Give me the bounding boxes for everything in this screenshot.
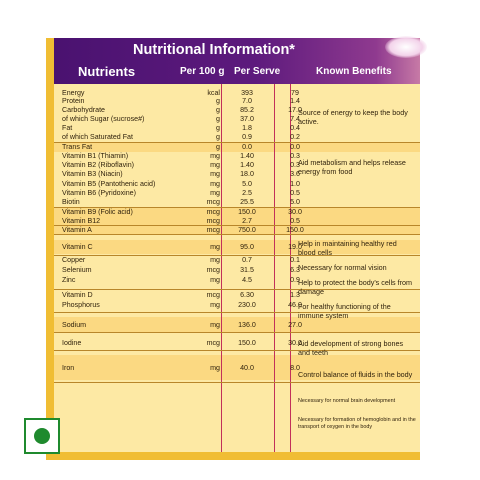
nutrient-row [54,266,300,275]
nutrient-row [54,170,300,178]
column-header-per-serve: Per Serve [234,66,281,77]
value-per-100g: 7.0 [242,97,252,105]
value-per-100g: 25.5 [240,198,254,206]
value-per-serve: 30.0 [288,208,302,216]
value-per-serve: 0.1 [290,256,300,264]
benefit-text: Aid development of strong bones and teeth [298,339,404,357]
value-per-serve: 17.0 [288,106,302,114]
value-per-serve: 1.4 [290,97,300,105]
veg-dot-icon [34,428,50,444]
nutrient-unit: mg [210,180,220,188]
nutrient-unit: mg [210,256,220,264]
value-per-serve: 27.0 [288,321,302,329]
column-header-per-100g: Per 100 g [180,66,225,77]
value-per-100g: 95.0 [240,243,254,251]
nutrient-unit: mg [210,301,220,309]
value-per-100g: 18.0 [240,170,254,178]
nutrient-unit: mcg [206,291,220,299]
value-per-serve: 3.6 [290,170,300,178]
value-per-serve: 0.3 [290,152,300,160]
nutrient-unit: mg [210,170,220,178]
nutrient-unit: mcg [206,266,220,274]
nutrient-unit: kcal [207,89,220,97]
benefit-text: Help to protect the body's cells from damage [298,278,413,296]
nutrient-name: Vitamin B9 (Folic acid) [62,208,133,216]
nutrient-unit: mg [210,152,220,160]
value-per-serve: 1.3 [290,291,300,299]
nutrient-row [54,189,300,197]
column-header-benefits: Known Benefits [316,66,392,77]
nutrient-name: Vitamin B1 (Thiamin) [62,152,129,160]
nutrient-row [54,256,300,265]
value-per-100g: 2.7 [242,217,252,225]
benefit-text: Necessary for formation of hemoglobin and in the transport of oxygen in the body [298,417,416,430]
nutrient-unit: g [216,115,220,123]
value-per-100g: 136.0 [238,321,256,329]
row-divider [54,207,420,208]
nutrient-row [54,318,302,332]
nutrient-row [54,143,300,152]
value-per-100g: 150.0 [238,339,256,347]
value-per-100g: 1.8 [242,124,252,132]
nutrient-name: Copper [62,256,86,264]
nutrient-row [54,198,300,207]
value-per-100g: 0.7 [242,256,252,264]
nutrient-name: Trans Fat [62,143,93,151]
value-per-100g: 2.5 [242,189,252,197]
nutrient-name: of which Saturated Fat [62,133,133,141]
nutrient-row [54,89,299,97]
benefit-text: Necessary for normal brain development [298,398,396,404]
nutrient-row [54,97,300,105]
nutrient-unit: mg [210,276,220,284]
nutrient-name: Selenium [62,266,92,274]
nutrient-row [54,124,300,132]
nutrient-unit: mg [210,321,220,329]
value-per-100g: 85.2 [240,106,254,114]
nutrient-name: Sodium [62,321,87,329]
nutrient-name: Vitamin B3 (Niacin) [62,170,123,178]
value-per-serve: 0.4 [290,124,300,132]
nutrient-unit: g [216,143,220,151]
nutrient-name: Energy [62,89,85,97]
benefit-text: For healthy functioning of the immune system [298,302,391,320]
nutrient-name: Iron [62,364,75,372]
value-per-serve: 0.9 [290,276,300,284]
value-per-serve: 0.0 [290,143,300,151]
value-per-serve: 0.5 [290,189,300,197]
nutrient-row [54,106,302,114]
value-per-100g: 150.0 [238,208,256,216]
nutrient-name: Vitamin D [62,291,93,299]
nutrient-unit: mg [210,189,220,197]
value-per-serve: 150.0 [286,226,304,234]
value-per-serve: 1.0 [290,180,300,188]
value-per-serve: 0.2 [290,133,300,141]
nutrient-name: Iodine [62,339,82,347]
value-per-100g: 4.5 [242,276,252,284]
benefit-text: Source of energy to keep the body active. [298,108,408,126]
nutrient-unit: g [216,124,220,132]
value-per-serve: 8.0 [290,364,300,372]
nutrient-unit: mcg [206,217,220,225]
column-header-nutrients: Nutrients [78,64,136,79]
row-divider [54,142,420,143]
nutrient-row [54,226,304,234]
row-divider [54,332,420,333]
nutrient-row [54,276,300,285]
nutrient-name: Phosphorus [62,301,100,309]
value-per-100g: 40.0 [240,364,254,372]
nutrient-name: Fat [62,124,73,132]
value-per-serve: 6.3 [290,266,300,274]
nutrient-row [54,241,302,254]
nutrient-name: Protein [62,97,85,105]
nutrient-unit: mcg [206,198,220,206]
nutrient-name: of which Sugar (sucrose#) [62,115,145,123]
value-per-100g: 393 [241,89,253,97]
nutrient-unit: g [216,106,220,114]
value-per-serve: 0.5 [290,217,300,225]
nutrient-name: Vitamin B2 (Riboflavin) [62,161,135,169]
nutrient-name: Biotin [62,198,80,206]
nutrient-row [54,115,300,123]
nutrient-unit: g [216,133,220,141]
nutrient-row [54,301,302,310]
nutrient-row [54,133,300,141]
value-per-100g: 1.40 [240,161,254,169]
panel-title: Nutritional Information* [133,42,295,58]
value-per-100g: 0.0 [242,143,252,151]
value-per-serve: 0.3 [290,161,300,169]
value-per-100g: 5.0 [242,180,252,188]
nutrient-unit: mg [210,243,220,251]
nutrient-unit: mcg [206,226,220,234]
nutrient-name: Vitamin A [62,226,92,234]
nutrient-name: Vitamin B5 (Pantothenic acid) [62,180,156,188]
value-per-serve: 19.0 [288,243,302,251]
nutrient-unit: g [216,97,220,105]
row-divider [54,234,420,235]
nutrient-row [54,356,300,380]
header-glow [385,36,427,58]
benefit-text: Necessary for normal vision [298,263,387,272]
value-per-serve: 46.0 [288,301,302,309]
value-per-100g: 750.0 [238,226,256,234]
nutrient-unit: mcg [206,339,220,347]
nutrient-unit: mg [210,364,220,372]
nutrient-name: Vitamin B6 (Pyridoxine) [62,189,136,197]
nutrient-row [54,335,302,351]
value-per-100g: 230.0 [238,301,256,309]
nutrient-name: Vitamin C [62,243,93,251]
value-per-serve: 5.0 [290,198,300,206]
nutrient-row [54,208,302,216]
value-per-serve: 30.0 [288,339,302,347]
value-per-serve: 7.4 [290,115,300,123]
row-divider [54,225,420,226]
nutrient-row [54,152,300,160]
nutrient-row [54,291,300,300]
nutrient-row [54,161,300,169]
nutrient-unit: mcg [206,208,220,216]
value-per-100g: 6.30 [240,291,254,299]
benefit-text: Control balance of fluids in the body [298,370,413,379]
value-per-100g: 0.9 [242,133,252,141]
nutrient-name: Vitamin B12 [62,217,101,225]
nutrient-name: Carbohydrate [62,106,105,114]
value-per-100g: 31.5 [240,266,254,274]
value-per-serve: 79 [291,89,299,97]
nutrient-row [54,217,300,225]
nutrient-unit: mg [210,161,220,169]
benefit-text: Help in maintaining healthy red blood cells [298,239,397,257]
value-per-100g: 1.40 [240,152,254,160]
value-per-100g: 37.0 [240,115,254,123]
benefit-text: Aid metabolism and helps release energy from food [298,158,406,176]
nutrient-name: Zinc [62,276,76,284]
nutrient-row [54,180,300,188]
veg-mark-icon [24,418,60,454]
row-divider [54,382,420,383]
